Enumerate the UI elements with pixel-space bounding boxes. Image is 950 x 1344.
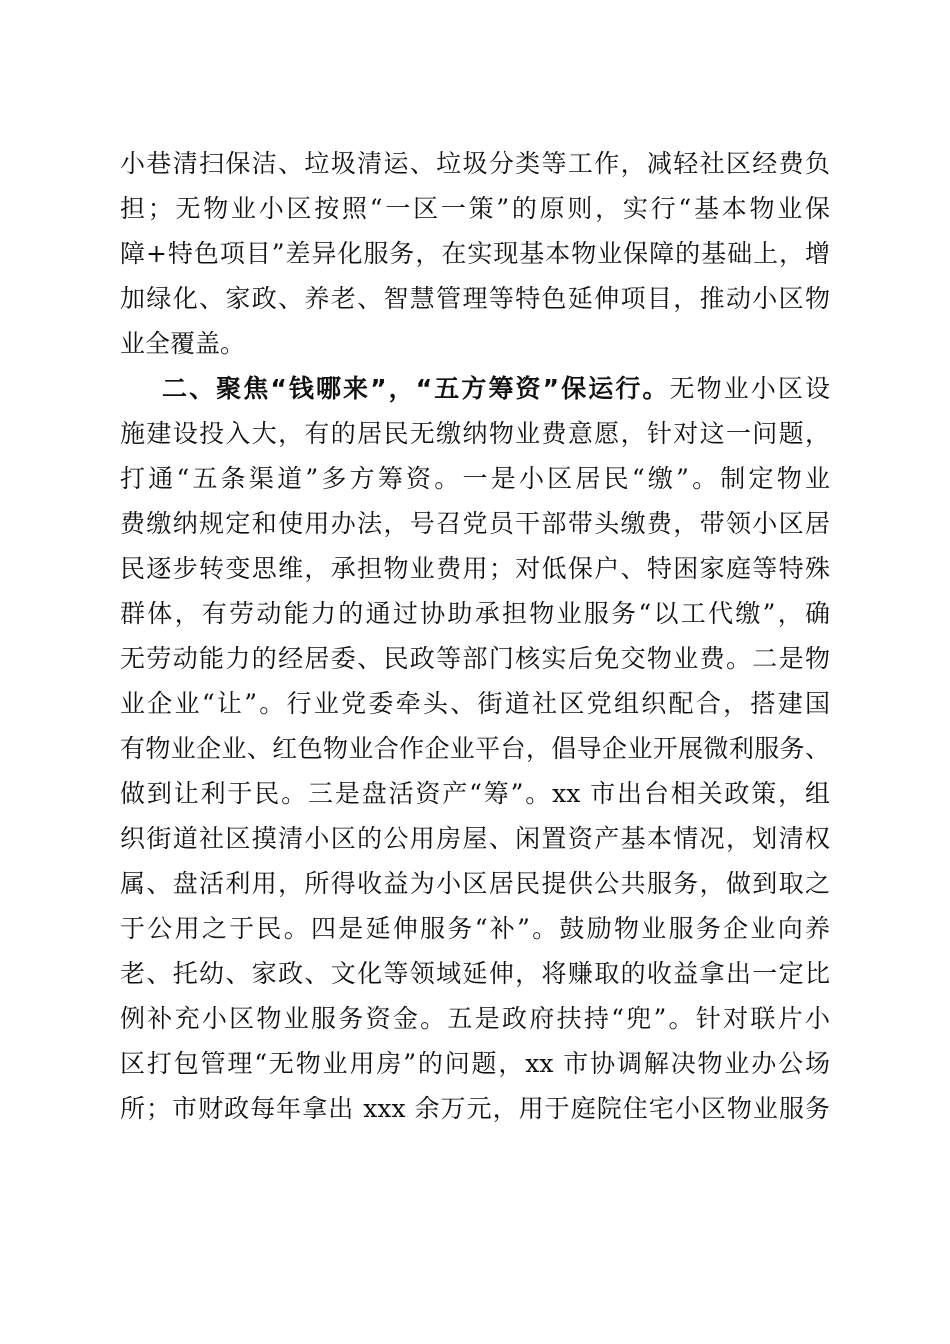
- text-line: 无劳动能力的经居委、民政等部门核实后免交物业费。二是物: [120, 644, 830, 673]
- text-line: 于公用之于民。四是延伸服务“补”。鼓励物业服务企业向养: [120, 914, 830, 943]
- text-line: 担；无物业小区按照“一区一策”的原则，实行“基本物业保: [120, 194, 830, 223]
- text-line: 所；市财政每年拿出 xxx 余万元，用于庭院住宅小区物业服务: [120, 1094, 830, 1123]
- text-line: 小巷清扫保洁、垃圾清运、垃圾分类等工作，减轻社区经费负: [120, 149, 830, 178]
- text-line: 有物业企业、红色物业合作企业平台，倡导企业开展微利服务、: [120, 734, 830, 763]
- text-line: 施建设投入大，有的居民无缴纳物业费意愿，针对这一问题，: [120, 419, 830, 448]
- text-line: 做到让利于民。三是盘活资产“筹”。xx 市出台相关政策，组: [120, 779, 830, 808]
- section-heading: 二、聚焦“钱哪来”，“五方筹资”保运行。: [162, 374, 670, 403]
- text-line: 打通“五条渠道”多方筹资。一是小区居民“缴”。制定物业: [120, 464, 830, 493]
- text-run: 无物业小区设: [669, 374, 830, 403]
- text-line: 业企业“让”。行业党委牵头、街道社区党组织配合，搭建国: [120, 689, 830, 718]
- text-line: 区打包管理“无物业用房”的问题，xx 市协调解决物业办公场: [120, 1049, 830, 1078]
- text-line: 例补充小区物业服务资金。五是政府扶持“兜”。针对联片小: [120, 1004, 830, 1033]
- text-line: 民逐步转变思维，承担物业费用；对低保户、特困家庭等特殊: [120, 554, 830, 583]
- text-line: 业全覆盖。: [120, 329, 246, 358]
- text-line: 费缴纳规定和使用办法，号召党员干部带头缴费，带领小区居: [120, 509, 830, 538]
- text-line: 属、盘活利用，所得收益为小区居民提供公共服务，做到取之: [120, 869, 830, 898]
- paragraph-1: [120, 141, 830, 366]
- paragraph-2-first-line: [120, 366, 830, 411]
- text-line: 群体，有劳动能力的通过协助承担物业服务“以工代缴”，确: [120, 599, 830, 628]
- text-line: 障+特色项目”差异化服务，在实现基本物业保障的基础上，增: [120, 239, 830, 268]
- document-body: [120, 141, 830, 1131]
- text-line: 老、托幼、家政、文化等领域延伸，将赚取的收益拿出一定比: [120, 959, 830, 988]
- paragraph-2: [120, 366, 830, 1131]
- text-line: 织街道社区摸清小区的公用房屋、闲置资产基本情况，划清权: [120, 824, 830, 853]
- text-line: 加绿化、家政、养老、智慧管理等特色延伸项目，推动小区物: [120, 284, 830, 313]
